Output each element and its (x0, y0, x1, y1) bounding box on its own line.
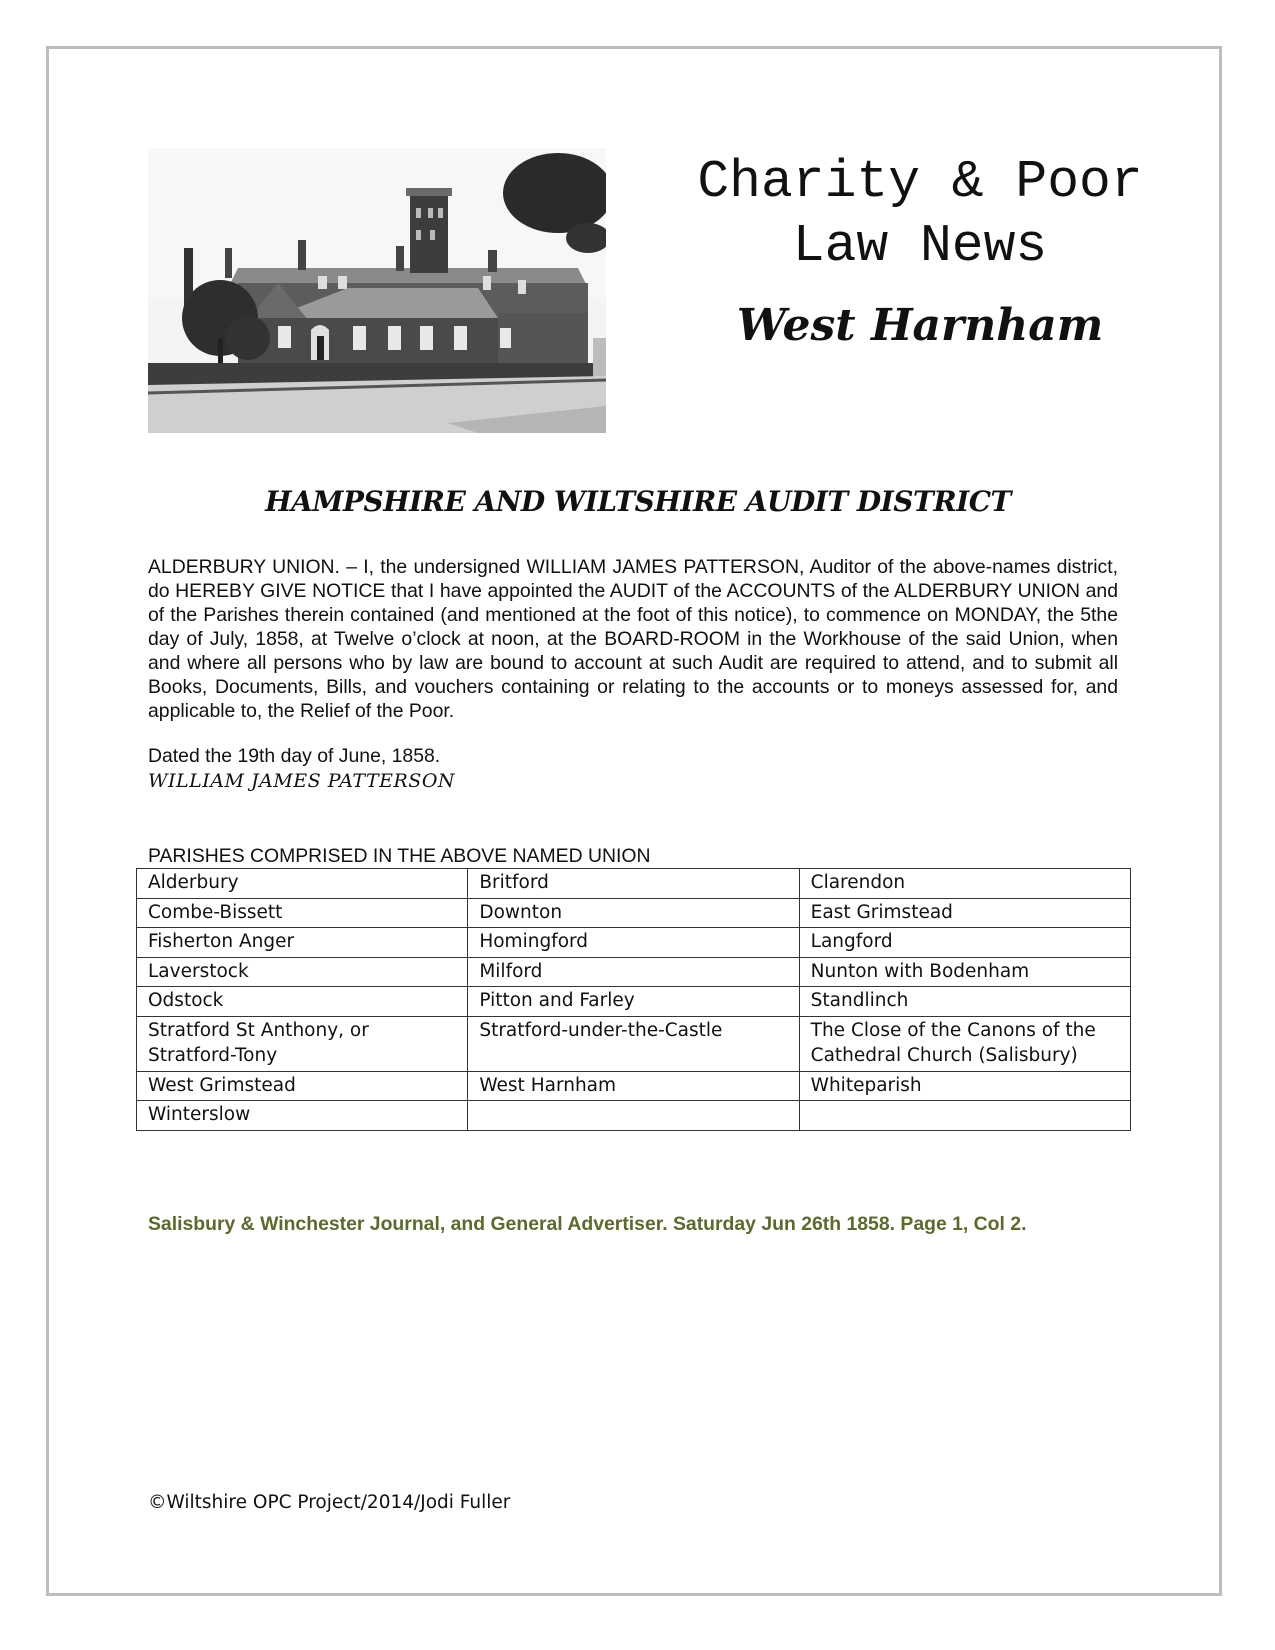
parish-cell: Standlinch (799, 987, 1130, 1017)
parish-cell: Homingford (468, 928, 799, 958)
parish-cell: Nunton with Bodenham (799, 957, 1130, 987)
parish-cell: Pitton and Farley (468, 987, 799, 1017)
table-row (137, 957, 1131, 987)
parishes-table (136, 868, 1131, 1131)
table-row (137, 987, 1131, 1017)
parish-cell: Odstock (137, 987, 468, 1017)
parish-subtitle: West Harnham (736, 300, 1104, 351)
title-line-1: Charity & Poor (697, 152, 1143, 212)
parish-cell (799, 1101, 1130, 1131)
table-row (137, 898, 1131, 928)
parish-cell (468, 1101, 799, 1131)
parish-cell: Stratford-under-the-Castle (468, 1016, 799, 1071)
workhouse-photo-drawing (148, 148, 606, 433)
parish-cell: The Close of the Canons of the Cathedral Church (Salisbury) (799, 1016, 1130, 1071)
parish-cell: Britford (468, 869, 799, 899)
parish-cell: West Grimstead (137, 1071, 468, 1101)
parish-cell: Milford (468, 957, 799, 987)
table-row (137, 1016, 1131, 1071)
audit-district-heading: HAMPSHIRE AND WILTSHIRE AUDIT DISTRICT (265, 485, 1011, 518)
publication-title (650, 150, 1190, 278)
table-row (137, 1071, 1131, 1101)
source-citation: Salisbury & Winchester Journal, and General Advertiser. Saturday Jun 26th 1858. Page 1, Col 2. (148, 1213, 1027, 1235)
parish-cell: Laverstock (137, 957, 468, 987)
parish-cell: Alderbury (137, 869, 468, 899)
parishes-heading: PARISHES COMPRISED IN THE ABOVE NAMED UNION (148, 845, 651, 867)
parish-cell: Combe-Bissett (137, 898, 468, 928)
table-row (137, 869, 1131, 899)
notice-signature: WILLIAM JAMES PATTERSON (148, 770, 456, 792)
workhouse-photo (148, 148, 606, 433)
table-row (137, 928, 1131, 958)
parish-cell: Fisherton Anger (137, 928, 468, 958)
parish-cell: West Harnham (468, 1071, 799, 1101)
parish-cell: East Grimstead (799, 898, 1130, 928)
parish-cell: Stratford St Anthony, or Stratford-Tony (137, 1016, 468, 1071)
parish-cell: Clarendon (799, 869, 1130, 899)
parish-cell: Langford (799, 928, 1130, 958)
parish-cell: Whiteparish (799, 1071, 1130, 1101)
title-line-2: Law News (792, 216, 1048, 276)
notice-body: ALDERBURY UNION. – I, the undersigned WILLIAM JAMES PATTERSON, Auditor of the above-names district, do HEREBY GIVE NOTICE that I have appointed the AUDIT of the ACCOUNTS of the ALDERBURY UNION and of the Parishes therein contained (and mentioned at the foot of this notice), to commence on MONDAY, the 5the day of July, 1858, at Twelve o’clock at noon, at the BOARD-ROOM in the Workhouse of the said Union, when and where all persons who by law are bound to account at such Audit are required to attend, and to submit all Books, Documents, Bills, and vouchers containing or relating to the accounts or to moneys assessed for, and applicable to, the Relief of the Poor. (148, 556, 1118, 722)
notice-date: Dated the 19th day of June, 1858. (148, 745, 441, 767)
table-row (137, 1101, 1131, 1131)
parish-cell: Downton (468, 898, 799, 928)
copyright-footer: ©Wiltshire OPC Project/2014/Jodi Fuller (148, 1492, 511, 1513)
parish-cell: Winterslow (137, 1101, 468, 1131)
